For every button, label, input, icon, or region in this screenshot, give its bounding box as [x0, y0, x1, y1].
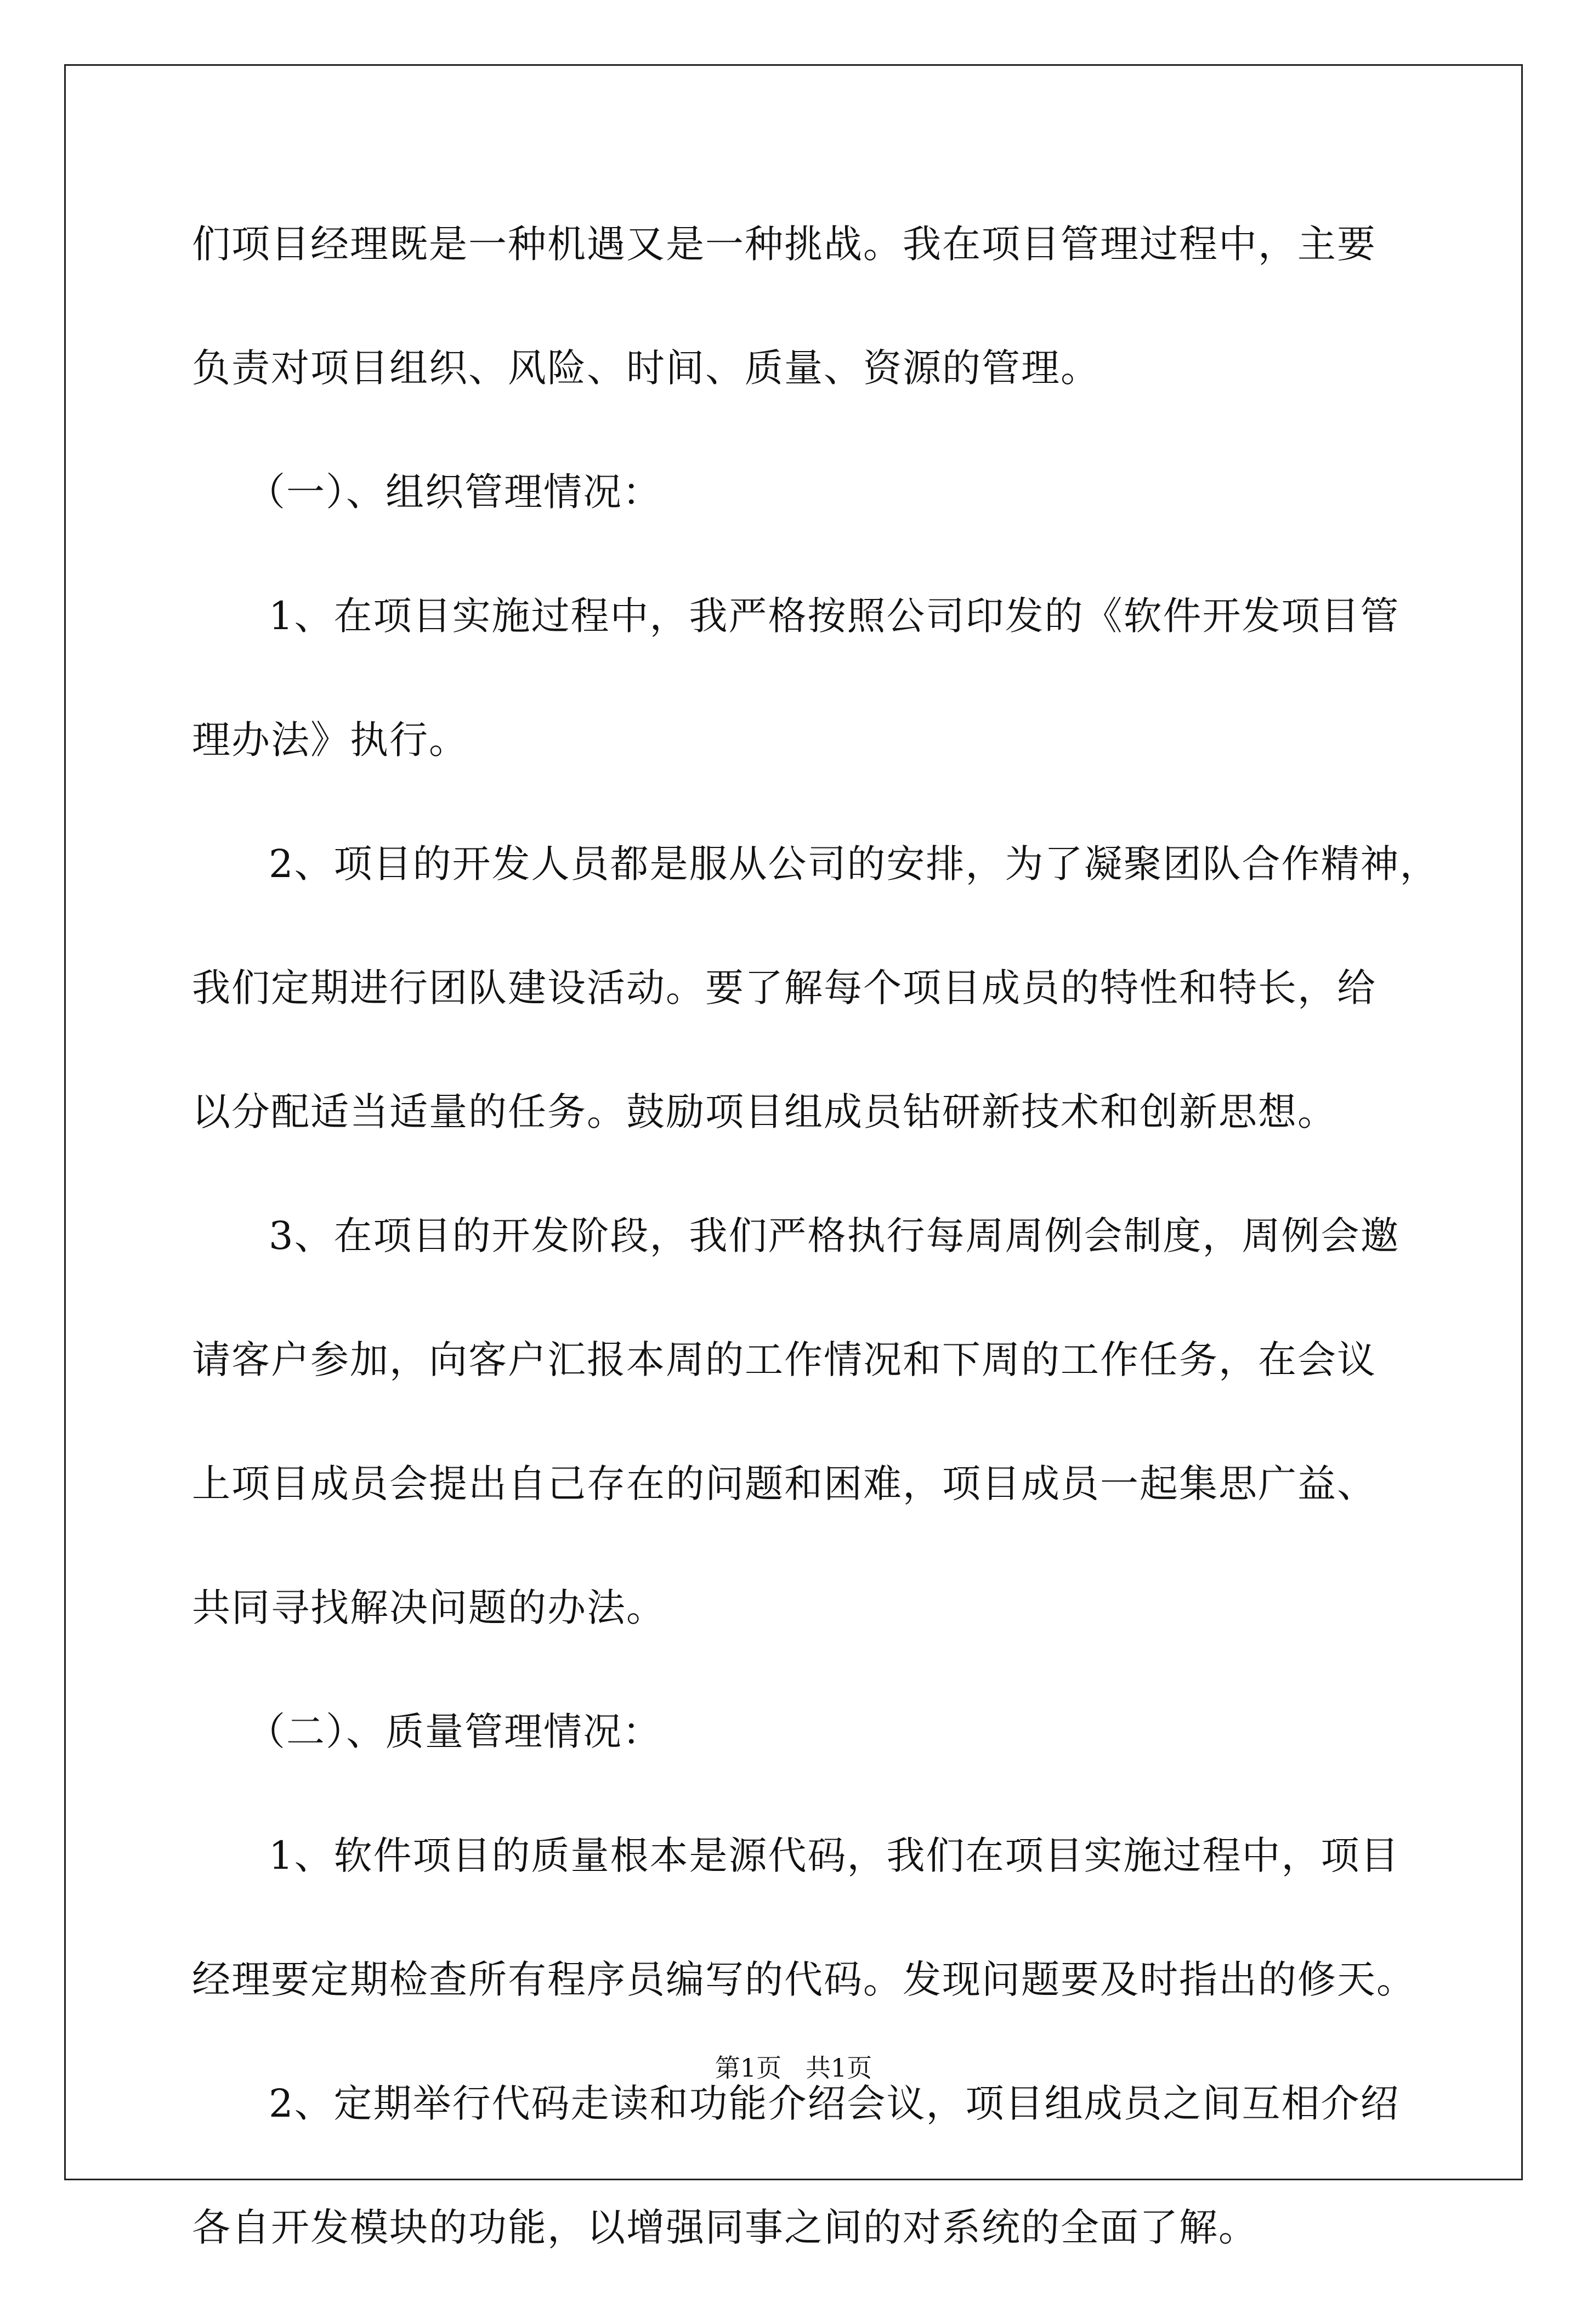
text-line: 共同寻找解决问题的办法。: [192, 1585, 666, 1630]
document-body: [192, 217, 1439, 2324]
text-line: 经理要定期检查所有程序员编写的代码。发现问题要及时指出的修天。: [192, 1957, 1416, 2002]
text-line: 们项目经理既是一种机遇又是一种挑战。我在项目管理过程中，主要: [192, 222, 1376, 267]
text-line: 3、在项目的开发阶段，我们严格执行每周周例会制度，周例会邀: [269, 1213, 1400, 1258]
section-heading: （二）、质量管理情况：: [247, 1709, 662, 1754]
text-line: 我们定期进行团队建设活动。要了解每个项目成员的特性和特长，给: [192, 965, 1376, 1010]
section-heading: （一）、组织管理情况：: [247, 470, 662, 514]
text-line: 各自开发模块的功能，以增强同事之间的对系统的全面了解。: [192, 2205, 1258, 2250]
text-line: 上项目成员会提出自己存在的问题和困难，项目成员一起集思广益、: [192, 1461, 1376, 1506]
text-line: 2、定期举行代码走读和功能介绍会议，项目组成员之间互相介绍: [269, 2081, 1400, 2126]
text-line: 请客户参加，向客户汇报本周的工作情况和下周的工作任务，在会议: [192, 1337, 1376, 1382]
text-line: 理办法》执行。: [192, 717, 468, 762]
text-line: 2、项目的开发人员都是服从公司的安排，为了凝聚团队合作精神，: [269, 841, 1439, 886]
text-line: 1、软件项目的质量根本是源代码，我们在项目实施过程中，项目: [269, 1833, 1400, 1878]
page-number-footer: 第1页 共1页: [715, 2053, 872, 2083]
text-line: 以分配适当适量的任务。鼓励项目组成员钻研新技术和创新思想。: [192, 1089, 1337, 1134]
text-line: 负责对项目组织、风险、时间、质量、资源的管理。: [192, 346, 1100, 391]
text-line: 1、在项目实施过程中，我严格按照公司印发的《软件开发项目管: [269, 593, 1400, 638]
